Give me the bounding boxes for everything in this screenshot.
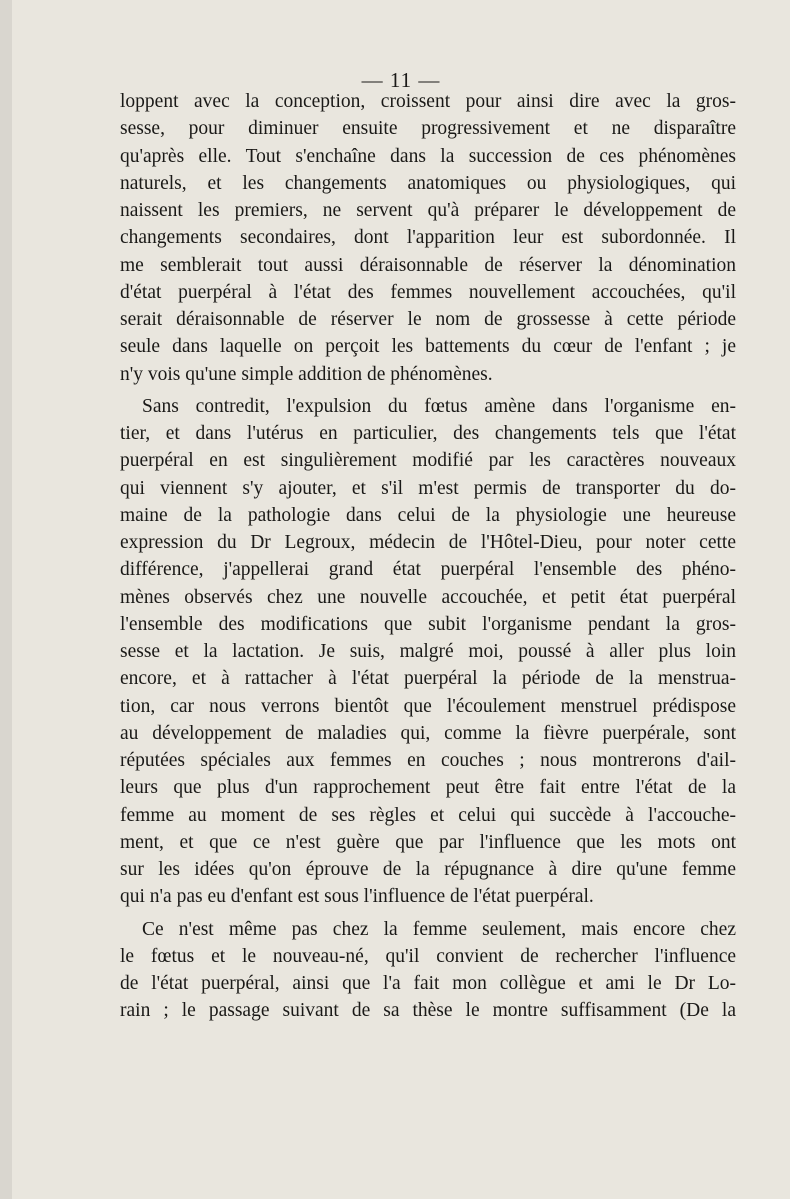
text-line: changements secondaires, dont l'apparition leur est subordonnée. Il: [120, 227, 736, 249]
text-line: réputées spéciales aux femmes en couches ; nous montrerons d'ail-: [120, 750, 736, 771]
text-line: tion, car nous verrons bientôt que l'écoulement menstruel prédispose: [120, 695, 736, 717]
text-line: Sans contredit, l'expulsion du fœtus amène dans l'organisme en-: [142, 395, 736, 417]
text-line: maine de la pathologie dans celui de la physiologie une heureuse: [120, 504, 736, 526]
text-line: encore, et à rattacher à l'état puerpéral la période de la menstrua-: [120, 668, 736, 690]
text-line: seule dans laquelle on perçoit les battements du cœur de l'enfant ; je: [120, 336, 736, 358]
text-line: au développement de maladies qui, comme la fièvre puerpérale, sont: [120, 722, 736, 744]
text-line: sesse et la lactation. Je suis, malgré moi, poussé à aller plus loin: [120, 641, 736, 662]
text-line: d'état puerpéral à l'état des femmes nouvellement accouchées, qu'il: [120, 281, 736, 303]
text-line: sesse, pour diminuer ensuite progressivement et ne disparaître: [120, 118, 736, 140]
text-line: qu'après elle. Tout s'enchaîne dans la succession de ces phénomènes: [120, 145, 736, 167]
text-line: le fœtus et le nouveau-né, qu'il convient de rechercher l'influence: [120, 945, 736, 967]
text-line: qui n'a pas eu d'enfant est sous l'influence de l'état puerpéral.: [120, 886, 594, 908]
paragraph-3: [120, 916, 736, 1025]
text-line: serait déraisonnable de réserver le nom de grossesse à cette période: [120, 309, 736, 330]
text-line: différence, j'appellerai grand état puerpéral l'ensemble des phéno-: [120, 559, 736, 581]
text-line: de l'état puerpéral, ainsi que l'a fait mon collègue et ami le Dr Lo-: [120, 973, 736, 994]
text-line: naturels, et les changements anatomiques ou physiologiques, qui: [120, 172, 736, 194]
text-line: l'ensemble des modifications que subit l'organisme pendant la gros-: [120, 613, 736, 635]
text-line: mènes observés chez une nouvelle accouchée, et petit état puerpéral: [120, 586, 736, 608]
text-line: femme au moment de ses règles et celui qui succède à l'accouche-: [120, 804, 736, 826]
text-line: leurs que plus d'un rapprochement peut être fait entre l'état de la: [120, 777, 736, 799]
text-line: expression du Dr Legroux, médecin de l'Hôtel-Dieu, pour noter cette: [120, 532, 736, 553]
text-line: sur les idées qu'on éprouve de la répugnance à dire qu'une femme: [120, 859, 736, 880]
text-line: Ce n'est même pas chez la femme seulement, mais encore chez: [142, 918, 736, 940]
text-line: ment, et que ce n'est guère que par l'influence que les mots ont: [120, 831, 736, 853]
text-line: naissent les premiers, ne servent qu'à préparer le développement de: [120, 200, 736, 221]
text-line: me semblerait tout aussi déraisonnable de réserver la dénomination: [120, 254, 736, 276]
paragraph-2: [120, 393, 736, 911]
paragraph-1: [120, 88, 736, 388]
text-line: loppent avec la conception, croissent pour ainsi dire avec la gros-: [120, 91, 736, 112]
text-line: qui viennent s'y ajouter, et s'il m'est permis de transporter du do-: [120, 477, 736, 499]
text-line: n'y vois qu'une simple addition de phénomènes.: [120, 363, 493, 385]
text-line: puerpéral en est singulièrement modifié par les caractères nouveaux: [120, 450, 736, 472]
body-text: [120, 88, 736, 1025]
text-line: rain ; le passage suivant de sa thèse le montre suffisamment (De la: [120, 1000, 736, 1022]
text-line: tier, et dans l'utérus en particulier, des changements tels que l'état: [120, 423, 736, 444]
page-number: — 11 —: [361, 68, 441, 92]
